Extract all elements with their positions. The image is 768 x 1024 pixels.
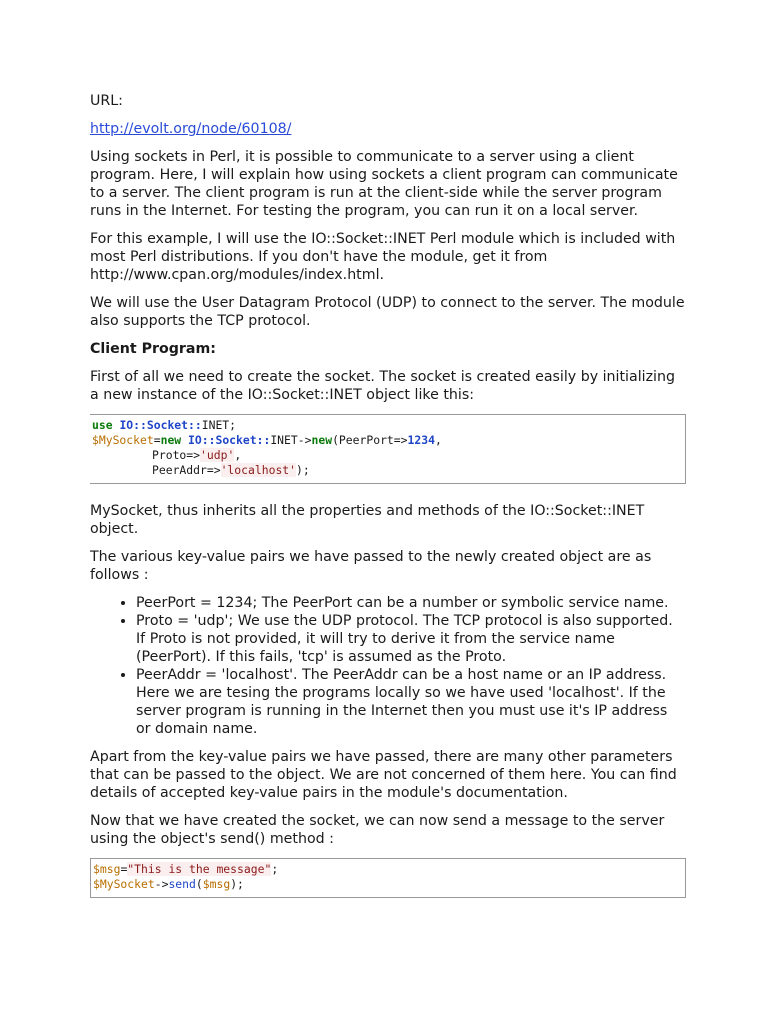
code-token: new <box>311 433 333 447</box>
code-token: , <box>234 448 242 462</box>
socket-code-block <box>90 414 686 484</box>
code-token: "This is the message" <box>127 862 272 876</box>
code-token: $MySocket <box>92 433 154 447</box>
code-line <box>92 418 685 433</box>
pairs-list <box>90 594 686 738</box>
code-token: $msg <box>93 862 121 876</box>
code-token: send <box>168 877 196 891</box>
code-token: use <box>92 418 113 432</box>
inherits-paragraph: MySocket, thus inherits all the properties and methods of the IO::Socket::INET object. <box>90 503 645 537</box>
url-label: URL: <box>90 93 123 109</box>
code-token: = <box>120 862 128 876</box>
code-token: (PeerPort=> <box>332 433 408 447</box>
intro-paragraph: Using sockets in Perl, it is possible to communicate to a server using a client program. Here, I will explain how using sockets a client program can communicate to a server. The client program is run at the client-side while the server program runs in the Internet. For testing the program, you can run it on a local server. <box>90 149 678 219</box>
code-token: ( <box>195 877 203 891</box>
udp-paragraph: We will use the User Datagram Protocol (UDP) to connect to the server. The module also supports the TCP protocol. <box>90 295 685 329</box>
code-token: ; <box>271 862 279 876</box>
code-token: ); <box>230 877 244 891</box>
code-line <box>92 463 685 478</box>
code-token: 'udp' <box>200 448 235 462</box>
send-code-block <box>90 858 686 898</box>
url-paragraph <box>90 120 686 138</box>
list-item: • Proto = 'udp'; We use the UDP protocol. The TCP protocol is also supported. If Proto is not provided, it will try to derive it from the service name (PeerPort). If this fails, 'tcp' is assumed as the Proto. <box>136 612 686 666</box>
code-token: $msg <box>202 877 231 891</box>
source-url-link[interactable]: http://evolt.org/node/60108/ <box>90 121 292 137</box>
code-token: = <box>153 433 161 447</box>
code-token: ); <box>296 463 310 477</box>
apart-paragraph: Apart from the key-value pairs we have passed, there are many other parameters that can be passed to the object. We are not concerned of them here. You can find details of accepted key-value pairs in the module's documentation. <box>90 749 677 801</box>
code-token: , <box>434 433 442 447</box>
list-item: • PeerAddr = 'localhost'. The PeerAddr can be a host name or an IP address. Here we are tesing the programs locally so we have used 'localhost'. If the server program is running in the Internet then you must use it's IP address or domain name. <box>136 666 686 738</box>
code-token: $MySocket <box>93 877 155 891</box>
code-token: INET; <box>201 418 237 432</box>
create-socket-paragraph: First of all we need to create the socket. The socket is created easily by initializing a new instance of the IO::Socket::INET object like this: <box>90 369 675 403</box>
code-token: 'localhost' <box>220 463 297 477</box>
code-line <box>92 433 685 448</box>
code-token: IO::Socket:: <box>119 418 202 432</box>
code-line <box>93 877 685 892</box>
code-token: -> <box>154 877 169 891</box>
send-paragraph: Now that we have created the socket, we can now send a message to the server using the object's send() method : <box>90 813 665 847</box>
code-token: 1234 <box>407 433 435 447</box>
code-token: INET-> <box>270 433 312 447</box>
code-line <box>93 862 685 877</box>
code-token: IO::Socket:: <box>188 433 271 447</box>
list-item: • PeerPort = 1234; The PeerPort can be a number or symbolic service name. <box>136 594 686 612</box>
code-token: PeerAddr=> <box>152 463 221 477</box>
client-program-heading: Client Program: <box>90 341 216 357</box>
code-line <box>92 448 685 463</box>
module-paragraph: For this example, I will use the IO::Socket::INET Perl module which is included with most Perl distributions. If you don't have the module, get it from http://www.cpan.org/modules/index.html. <box>90 231 676 283</box>
document-body <box>90 92 686 916</box>
code-token: new <box>160 433 182 447</box>
pairs-paragraph: The various key-value pairs we have passed to the newly created object are as follows : <box>90 549 652 583</box>
code-token: Proto=> <box>152 448 201 462</box>
